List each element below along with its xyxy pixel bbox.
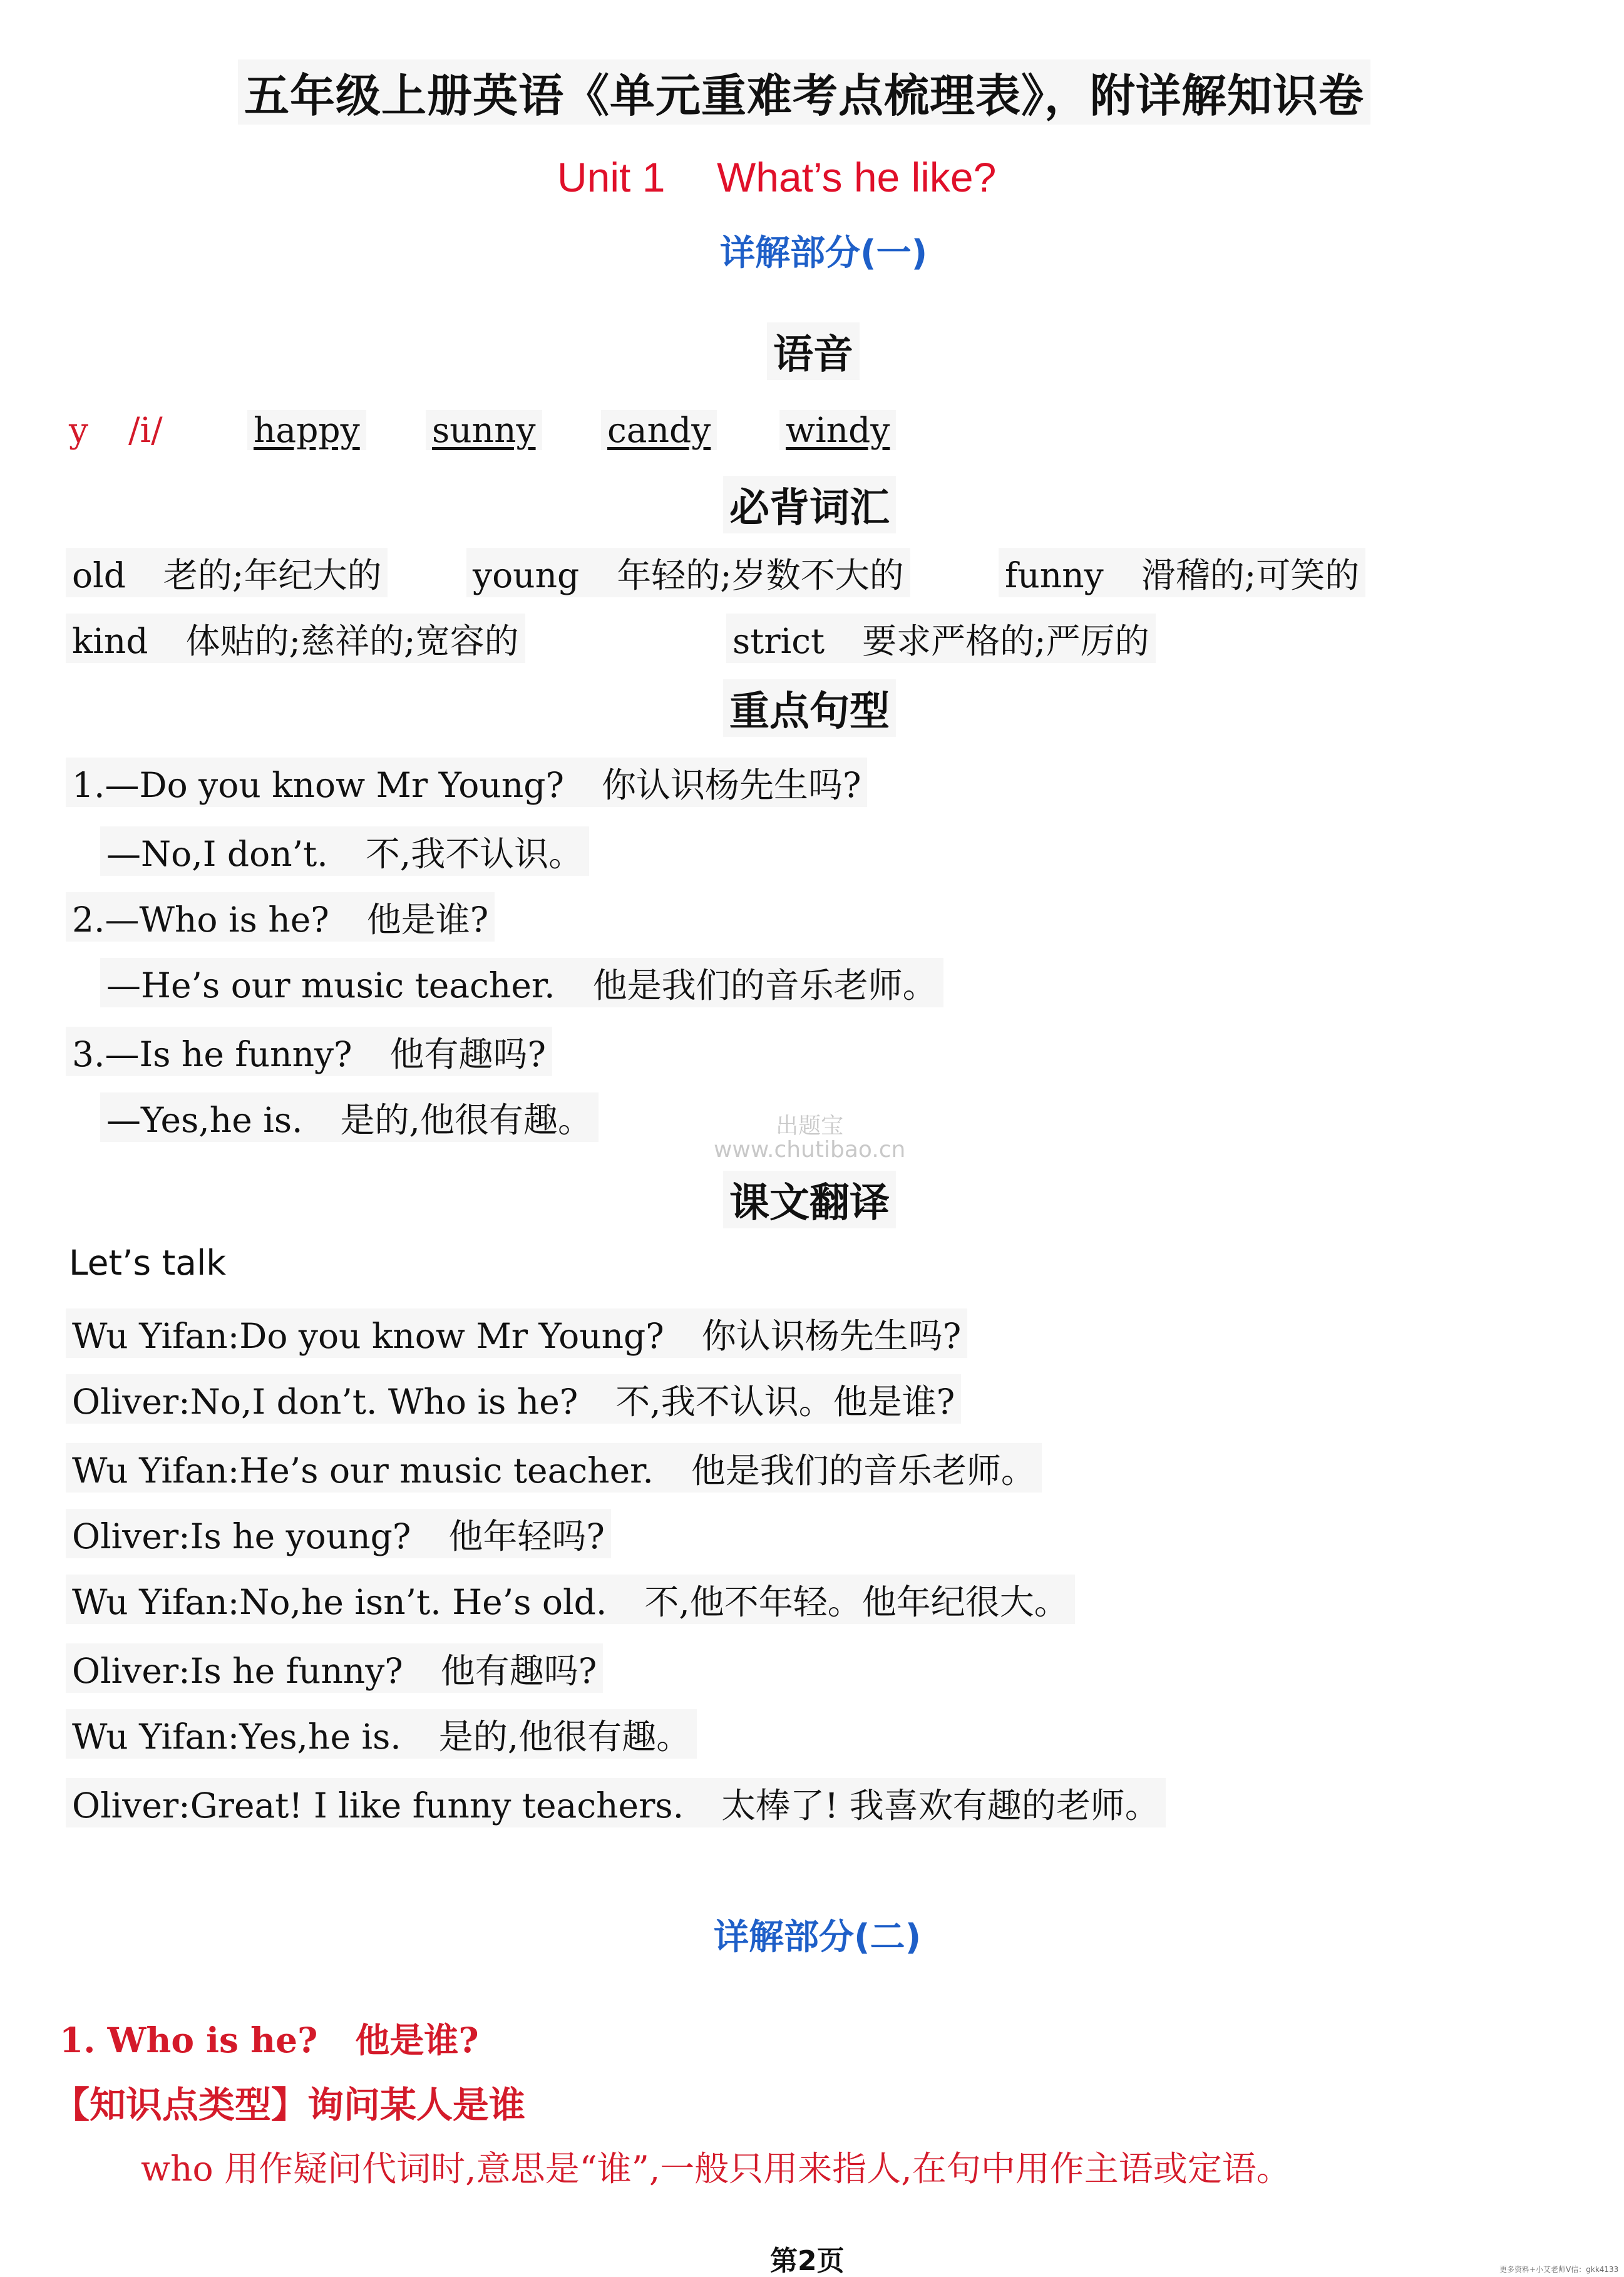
vocab-en: kind: [72, 621, 148, 661]
translation-cn: 不,我不认识。他是谁?: [615, 1382, 955, 1422]
vocab-cn: 年轻的;岁数不大的: [617, 555, 904, 595]
translation-line: [66, 1709, 697, 1759]
translation-cn: 你认识杨先生吗?: [701, 1316, 962, 1356]
sentence-line: [100, 826, 589, 876]
translation-cn: 太棒了! 我喜欢有趣的老师。: [721, 1786, 1159, 1826]
watermark-line: 出题宝: [776, 1113, 844, 1139]
sentence-cn: 他是我们的音乐老师。: [592, 965, 937, 1005]
vocab-cn: 要求严格的;严厉的: [862, 621, 1149, 661]
sentence-line: [66, 892, 495, 942]
page-number: 第2页: [770, 2245, 845, 2277]
sentence-line: [100, 1092, 599, 1142]
phonics-word: candy: [601, 410, 717, 450]
translation-subheading: Let’s talk: [69, 1243, 227, 1283]
phonics-word: windy: [779, 410, 896, 450]
translation-line: [66, 1778, 1166, 1827]
translation-cn: 他有趣吗?: [440, 1651, 597, 1691]
translation-en: Wu Yifan:Do you know Mr Young?: [72, 1316, 664, 1356]
sentence-en: 2.—Who is he?: [72, 900, 329, 940]
vocab-item: [66, 614, 525, 663]
sentence-line: [100, 958, 943, 1007]
translation-cn: 他是我们的音乐老师。: [691, 1451, 1036, 1491]
sentence-line: [66, 758, 867, 807]
sentence-line: [66, 1027, 552, 1076]
translation-cn: 不,他不年轻。他年纪很大。: [644, 1582, 1069, 1622]
unit-number: Unit 1: [557, 154, 666, 200]
vocab-cn: 体贴的;慈祥的;宽容的: [185, 621, 519, 661]
vocab-en: funny: [1005, 555, 1104, 595]
vocab-item: [726, 614, 1156, 663]
vocab-en: strict: [732, 621, 825, 661]
phonics-word: happy: [247, 410, 366, 450]
translation-en: Wu Yifan:He’s our music teacher.: [72, 1451, 654, 1491]
sentence-en: 3.—Is he funny?: [72, 1034, 352, 1074]
phonics-sound: /i/: [128, 410, 163, 450]
translation-line: [66, 1374, 961, 1424]
translation-en: Oliver:Is he funny?: [72, 1651, 403, 1691]
translation-cn: 他年轻吗?: [448, 1516, 605, 1556]
translation-line: [66, 1643, 603, 1693]
translation-line: [66, 1575, 1075, 1624]
sentence-en: —He’s our music teacher.: [106, 965, 555, 1005]
phonics-heading: 语音: [767, 322, 860, 380]
vocab-heading: 必背词汇: [723, 476, 896, 533]
phonics-letter: y: [69, 410, 89, 450]
sentence-cn: 是的,他很有趣。: [340, 1100, 593, 1140]
part1-label: 详解部分(一): [720, 233, 928, 274]
sentence-en: —No,I don’t.: [106, 834, 328, 874]
watermark: [714, 1114, 905, 1162]
phonics-word: sunny: [426, 410, 542, 450]
translation-en: Wu Yifan:Yes,he is.: [72, 1717, 401, 1757]
vocab-en: old: [72, 555, 126, 595]
point-explanation: who 用作疑问代词时,意思是“谁”,一般只用来指人,在句中用作主语或定语。: [141, 2149, 1291, 2189]
translation-cn: 是的,他很有趣。: [438, 1717, 691, 1757]
vocab-cn: 老的;年纪大的: [163, 555, 382, 595]
sentence-en: 1.—Do you know Mr Young?: [72, 765, 564, 805]
sentence-cn: 不,我不认识。: [365, 834, 583, 874]
translation-en: Wu Yifan:No,he isn’t. He’s old.: [72, 1582, 607, 1622]
watermark-line: www.chutibao.cn: [714, 1137, 906, 1163]
point-heading: [59, 2013, 479, 2062]
vocab-item: [66, 548, 388, 597]
vocab-en: young: [473, 555, 580, 595]
point-cn: 他是谁?: [355, 2020, 479, 2060]
sentence-en: —Yes,he is.: [106, 1100, 303, 1140]
sentence-cn: 他是谁?: [366, 900, 489, 940]
translation-line: [66, 1443, 1042, 1493]
vocab-cn: 滑稽的;可笑的: [1141, 555, 1360, 595]
point-en: 1. Who is he?: [59, 2020, 318, 2060]
translation-line: [66, 1308, 967, 1358]
vocab-item: [999, 548, 1365, 597]
page-title: 五年级上册英语《单元重难考点梳理表》，附详解知识卷: [238, 59, 1370, 125]
translation-heading: 课文翻译: [723, 1171, 896, 1228]
sentence-cn: 他有趣吗?: [389, 1034, 547, 1074]
unit-name: What’s he like?: [717, 154, 997, 200]
translation-en: Oliver:Is he young?: [72, 1516, 411, 1556]
vocab-item: [466, 548, 910, 597]
point-type: 【知识点类型】询问某人是谁: [53, 2084, 526, 2126]
translation-en: Oliver:No,I don’t. Who is he?: [72, 1382, 578, 1422]
corner-note: 更多资料+小艾老师V信：gkk4133: [1499, 2265, 1619, 2274]
sentences-heading: 重点句型: [723, 679, 896, 737]
sentence-cn: 你认识杨先生吗?: [601, 765, 861, 805]
translation-en: Oliver:Great! I like funny teachers.: [72, 1786, 684, 1826]
part2-label: 详解部分(二): [714, 1917, 922, 1958]
translation-line: [66, 1509, 611, 1558]
